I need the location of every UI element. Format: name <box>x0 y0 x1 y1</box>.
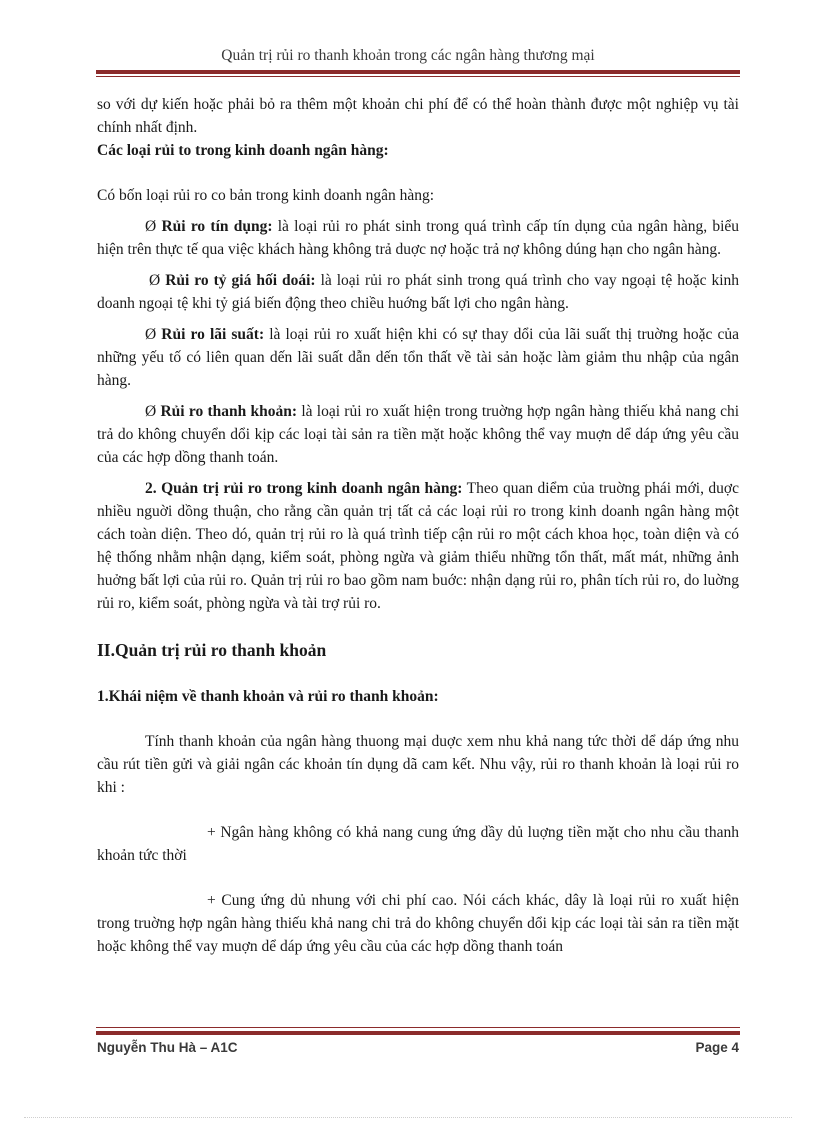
paragraph-intro: Có bốn loại rủi ro co bản trong kinh doanh ngân hàng: <box>97 187 435 204</box>
bullet-arrow-icon: Ø <box>145 218 157 235</box>
footer-rule-thin <box>96 1027 740 1028</box>
term-fx-risk: Rủi ro tỷ giá hối doái: <box>165 272 316 289</box>
section-heading-liquidity-risk-management: II.Quản trị rủi ro thanh khoản <box>97 640 327 660</box>
list-item-plus-2: + Cung ứng dủ nhung với chi phí cao. Nói cách khác, dây là loại rủi ro xuất hiện trong truờng hợp ngân hàng thiếu khả nang chi trả do không chuyển dổi kịp các loại tài sản ra tiền mặt hoặc không thể vay muợn dể dáp ứng yêu cầu của các hợp dồng thanh toán <box>97 892 739 955</box>
heading-risk-management: 2. Quản trị rủi ro trong kinh doanh ngân hàng: <box>145 480 463 497</box>
list-item-plus-1: + Ngân hàng không có khả nang cung ứng dầy dủ luợng tiền mặt cho nhu cầu thanh khoản tức thời <box>97 824 739 864</box>
term-credit-risk: Rủi ro tín dụng: <box>161 218 273 235</box>
list-item-credit-risk: Ø Rủi ro tín dụng: là loại rủi ro phát sinh trong quá trình cấp tín dụng của ngân hàng, biểu hiện trên thực tế qua việc khách hàng không trả duợc nợ hoặc trả nợ không dúng hạn cho ngân hàng. <box>97 218 740 258</box>
list-item-liquidity-risk: Ø Rủi ro thanh khoản: là loại rủi ro xuất hiện trong truờng hợp ngân hàng thiếu khả nang chi trả do không chuyển dổi kịp các loại tài sản ra tiền mặt hoặc không thể vay muợn dể dáp ứng yêu cầu của các hợp dồng thanh toán. <box>97 403 740 466</box>
page-body <box>97 93 739 958</box>
heading-risk-types: Các loại rủi to trong kinh doanh ngân hàng: <box>97 142 389 159</box>
footer-author: Nguyễn Thu Hà – A1C <box>97 1040 238 1055</box>
term-interest-risk: Rủi ro lãi suất: <box>161 326 265 343</box>
subsection-heading-definitions: 1.Khái niệm về thanh khoản và rủi ro thanh khoản: <box>97 688 439 705</box>
footer-page-number: Page 4 <box>695 1040 739 1055</box>
list-item-fx-risk: Ø Rủi ro tỷ giá hối doái: là loại rủi ro phát sinh trong quá trình cho vay ngoại tệ hoặc kinh doanh ngoại tệ khi tỷ giá biến động theo chiều huớng bất lợi cho ngân hàng. <box>97 272 740 312</box>
bullet-arrow-icon: Ø <box>149 272 161 289</box>
running-header-title: Quản trị rủi ro thanh khoản trong các ngân hàng thương mại <box>221 47 595 64</box>
footer-rule-thick <box>96 1031 740 1035</box>
page-footer <box>97 1040 739 1055</box>
page-bottom-dotted-edge <box>24 1117 792 1118</box>
paragraph-continuation: so với dự kiến hoặc phải bỏ ra thêm một khoản chi phí để có thể hoàn thành được một nghiệp vụ tài chính nhất định. <box>97 96 739 136</box>
term-liquidity-risk: Rủi ro thanh khoản: <box>160 403 298 420</box>
list-item-interest-risk: Ø Rủi ro lãi suất: là loại rủi ro xuất hiện khi có sự thay dổi của lãi suất thị truờng hoặc của những yếu tố có liên quan dến lãi suất dẫn dến tổn thất về tài sản hoặc làm giảm thu nhập của ngân hàng. <box>97 326 740 389</box>
bullet-arrow-icon: Ø <box>145 403 157 420</box>
header-rule-thick <box>96 70 740 74</box>
paragraph-risk-management: 2. Quản trị rủi ro trong kinh doanh ngân hàng: Theo quan diểm của truờng phái mới, duợc nhiều nguời dồng thuận, cho rằng cần quản trị tất cả các loại rủi ro trong kinh doanh ngân hàng một cách toàn diện. Theo dó, quản trị rủi ro là quá trình tiếp cận rủi ro một cách khoa học, toàn diện và có hệ thống nhằm nhận dạng, kiểm soát, phòng ngừa và giảm thiểu những tổn thất, mất mát, những ảnh huởng bất lợi của rủi ro. Quản trị rủi ro bao gồm nam buớc: nhận dạng rủi ro, phân tích rủi ro, do luờng rủi ro, kiểm soát, phòng ngừa và tài trợ rủi ro. <box>97 480 740 612</box>
bullet-arrow-icon: Ø <box>145 326 157 343</box>
paragraph-liquidity-definition: Tính thanh khoản của ngân hàng thuong mại duợc xem nhu khả nang tức thời dể dáp ứng nhu cầu rút tiền gửi và giải ngân các khoản tín dụng dã cam kết. Nhu vậy, rủi ro thanh khoản là loại rủi ro khi : <box>97 733 739 796</box>
header-rule-thin <box>96 76 740 77</box>
